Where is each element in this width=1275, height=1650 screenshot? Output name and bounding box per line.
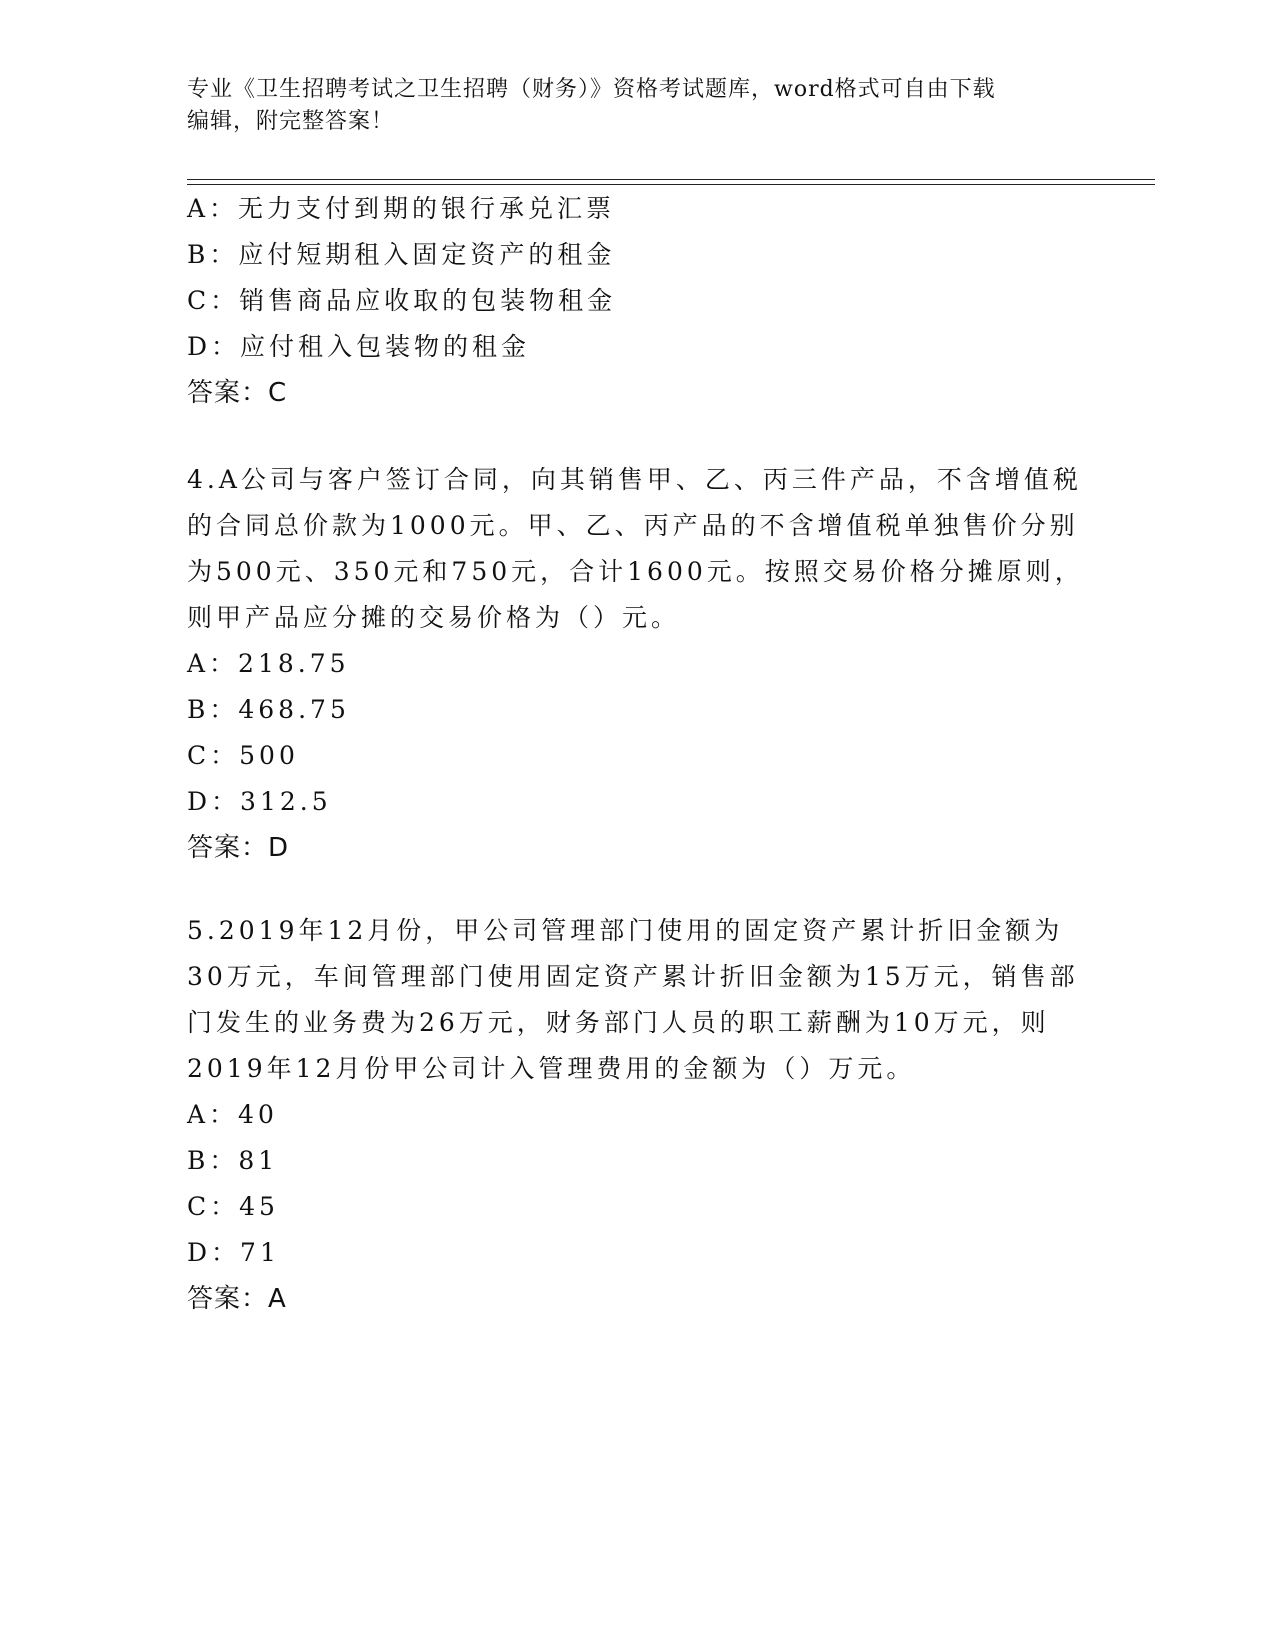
question-stem-line: 2019年12月份甲公司计入管理费用的金额为（）万元。 [187, 1054, 916, 1083]
question-stem-line: 5.2019年12月份，甲公司管理部门使用的固定资产累计折旧金额为 [187, 916, 1064, 945]
answer: 答案：A [187, 1284, 287, 1314]
option-d: D：312.5 [187, 787, 332, 816]
option-a: A：218.75 [187, 649, 350, 678]
question-stem-line: 门发生的业务费为26万元，财务部门人员的职工薪酬为10万元，则 [187, 1008, 1050, 1037]
question-3 [187, 186, 1087, 416]
question-stem-line: 为500元、350元和750元，合计1600元。按照交易价格分摊原则， [187, 557, 1084, 586]
header-divider-top [187, 179, 1155, 180]
question-5 [187, 908, 1087, 1322]
option-d: D：应付租入包装物的租金 [187, 332, 531, 361]
answer: 答案：C [187, 378, 288, 408]
question-4 [187, 457, 1087, 871]
question-stem-line: 4.A公司与客户签订合同，向其销售甲、乙、丙三件产品，不含增值税 [187, 465, 1082, 494]
option-a: A：无力支付到期的银行承兑汇票 [187, 194, 616, 223]
header-line-1: 专业《卫生招聘考试之卫生招聘（财务）》资格考试题库，word格式可自由下载 [187, 77, 996, 102]
option-b: B：468.75 [187, 695, 350, 724]
option-b: B：应付短期租入固定资产的租金 [187, 240, 616, 269]
answer: 答案：D [187, 833, 290, 863]
question-stem-line: 则甲产品应分摊的交易价格为（）元。 [187, 603, 681, 632]
option-c: C：销售商品应收取的包装物租金 [187, 286, 617, 315]
option-b: B：81 [187, 1146, 279, 1175]
option-a: A：40 [187, 1100, 278, 1129]
option-c: C：500 [187, 741, 299, 770]
header-divider-bottom [187, 184, 1155, 185]
document-header [187, 74, 1087, 138]
question-stem-line: 30万元，车间管理部门使用固定资产累计折旧金额为15万元，销售部 [187, 962, 1079, 991]
question-stem-line: 的合同总价款为1000元。甲、乙、丙产品的不含增值税单独售价分别 [187, 511, 1079, 540]
header-line-2: 编辑，附完整答案！ [187, 109, 395, 134]
option-d: D：71 [187, 1238, 280, 1267]
option-c: C：45 [187, 1192, 279, 1221]
